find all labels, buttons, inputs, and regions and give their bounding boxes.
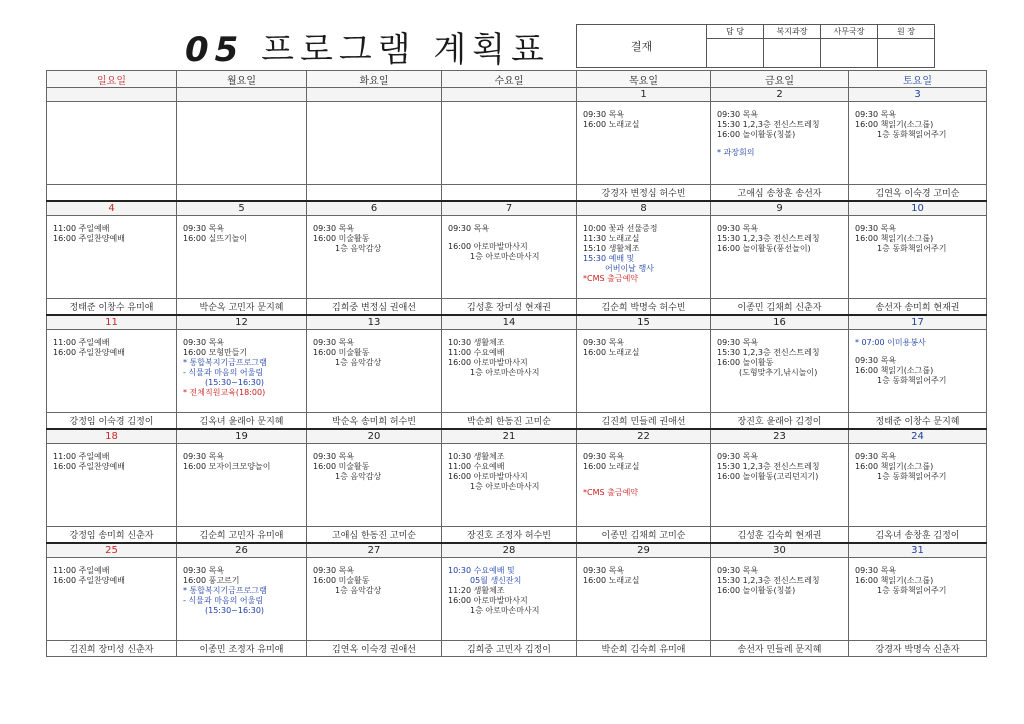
event-item: *CMS 출금예약 [583,488,639,497]
event-list [577,444,710,500]
day-number: 12 [177,315,307,330]
day-number: 7 [442,201,577,216]
event-item: 1층 동화책읽어주기 [877,472,947,481]
event-item: * 통합복지기금프로그램 [183,586,267,595]
event-item: 10:00 꽃과 선물증정 [583,224,658,233]
staff-names: 이종민 조정자 유미애 [177,641,307,657]
event-item: 09:30 목욕 [583,452,625,461]
event-item: 09:30 목욕 [183,566,225,575]
staff-row [47,299,987,316]
staff-names: 강정임 이숙경 김정이 [47,413,177,430]
title-number: 05 [185,30,245,70]
staff-names: 박순희 한동진 고미순 [442,413,577,430]
day-number: 24 [849,429,987,444]
approval-label: 결재 [577,25,707,68]
day-number: 19 [177,429,307,444]
day-events-cell[interactable] [177,216,307,299]
day-number: 1 [577,88,711,102]
event-list [577,216,710,286]
weekday-header: 수요일 [442,71,577,88]
event-item: 15:10 생활체조 [583,244,640,253]
event-item: * 통합복지기금프로그램 [183,358,267,367]
event-item: 16:00 풍고르기 [183,576,240,585]
event-item: 1층 음악감상 [335,244,382,253]
day-number [307,88,442,102]
day-number: 17 [849,315,987,330]
day-events-cell[interactable] [307,558,442,641]
event-item: 09:30 목욕 [583,566,625,575]
day-events-cell[interactable] [711,558,849,641]
event-item: 1층 음악감상 [335,586,382,595]
day-events-cell[interactable] [577,102,711,185]
event-item: 16:00 미술활동 [313,348,370,357]
spacer [855,348,982,356]
day-number: 28 [442,543,577,558]
staff-names: 김진희 민들레 권애선 [577,413,711,430]
spacer [583,480,706,488]
day-number: 29 [577,543,711,558]
weekday-header: 목요일 [577,71,711,88]
staff-row [47,185,987,202]
event-item: * 전체직원교육(18:00) [183,388,266,397]
event-item: 15:30 예배 및 [583,254,635,263]
event-item: 16:00 아로마발마사지 [448,242,528,251]
day-events-cell[interactable] [849,558,987,641]
staff-names [307,185,442,202]
day-number: 5 [177,201,307,216]
staff-names: 김순희 박명숙 허수빈 [577,299,711,316]
day-events-cell[interactable] [177,558,307,641]
staff-names: 정태준 이창수 문지혜 [849,413,987,430]
event-list [577,330,710,360]
event-item: - 식물과 마음의 어울림 [183,368,264,377]
event-item: 10:30 생활체조 [448,452,505,461]
event-list [177,444,306,474]
approval-role: 복지과장 [764,25,821,39]
spacer [717,140,844,148]
event-item: 16:00 아로마발마사지 [448,358,528,367]
event-list [177,330,306,400]
event-item: 1층 음악감상 [335,358,382,367]
event-item: 16:00 노래교실 [583,120,640,129]
day-events-cell[interactable] [577,330,711,413]
day-events-cell[interactable] [577,216,711,299]
event-list [177,102,306,112]
event-list [577,102,710,132]
weekday-header: 토요일 [849,71,987,88]
page-title [185,22,550,71]
event-item: 11:00 주일예배 [53,338,110,347]
event-list [177,558,306,618]
event-item: 15:30 1,2,3층 전신스트레칭 [717,462,820,471]
event-row [47,330,987,413]
weekday-header: 금요일 [711,71,849,88]
staff-names: 김옥녀 윤래아 문지혜 [177,413,307,430]
event-item: 16:00 아로마발마사지 [448,472,528,481]
day-events-cell[interactable] [442,102,577,185]
staff-names: 김연옥 이숙경 권애선 [307,641,442,657]
event-item: 09:30 목욕 [313,452,355,461]
day-number: 9 [711,201,849,216]
day-events-cell[interactable] [711,216,849,299]
event-list [47,444,176,474]
approval-role: 담 당 [707,25,764,39]
day-number: 25 [47,543,177,558]
staff-names: 김순희 고민자 유미애 [177,527,307,544]
day-number: 2 [711,88,849,102]
event-item: 11:00 주일예배 [53,452,110,461]
day-events-cell[interactable] [177,102,307,185]
day-number: 20 [307,429,442,444]
event-item: 11:20 생활체조 [448,586,505,595]
day-events-cell[interactable] [307,102,442,185]
day-number: 30 [711,543,849,558]
event-item: 10:30 생활체조 [448,338,505,347]
event-list [711,330,848,380]
event-list [47,330,176,360]
event-item: 16:00 놀이활동(고리던지기) [717,472,819,481]
event-item: 09:30 목욕 [183,338,225,347]
event-item: (도형맞추기,낚시놀이) [739,368,818,377]
event-item: 16:00 아로마발마사지 [448,596,528,605]
day-number-row [47,429,987,444]
event-item: 16:00 노래교실 [583,576,640,585]
event-item: 16:00 놀이활동(풍선놀이) [717,244,811,253]
day-number: 23 [711,429,849,444]
day-events-cell[interactable] [442,444,577,527]
day-number: 13 [307,315,442,330]
day-events-cell[interactable] [47,102,177,185]
event-list [442,330,576,380]
event-list [307,330,441,370]
event-item: 09:30 목욕 [855,356,897,365]
event-item: 16:00 실뜨기놀이 [183,234,248,243]
day-events-cell[interactable] [47,330,177,413]
event-item: 16:00 주일찬양예배 [53,462,125,471]
staff-row [47,641,987,657]
staff-names: 박순옥 송미희 허수빈 [307,413,442,430]
event-item: 11:00 수요예배 [448,462,505,471]
event-item: * 과장회의 [717,148,755,157]
event-item: 16:00 모자이크모양놀이 [183,462,271,471]
title-text: 프로그램 계획표 [261,30,550,70]
day-number-row [47,315,987,330]
day-number: 22 [577,429,711,444]
event-list [711,558,848,598]
staff-names: 송선자 민들레 문지혜 [711,641,849,657]
event-list [177,216,306,246]
staff-names: 김성훈 장미성 현재권 [442,299,577,316]
event-item: - 식물과 마음의 어울림 [183,596,264,605]
staff-names: 정태준 이창수 유미애 [47,299,177,316]
event-item: 1층 음악감상 [335,472,382,481]
event-item: 16:00 놀이활동(칭볼) [717,130,796,139]
event-list [711,216,848,256]
day-number [47,88,177,102]
event-item: 09:30 목욕 [183,452,225,461]
day-number: 3 [849,88,987,102]
day-events-cell[interactable] [442,558,577,641]
staff-names: 이종민 김채희 신춘자 [711,299,849,316]
day-number-row [47,88,987,102]
spacer [448,234,572,242]
staff-names: 고애심 한동진 고미순 [307,527,442,544]
event-list [577,558,710,588]
signature-box[interactable] [764,39,821,68]
staff-names [177,185,307,202]
day-number [177,88,307,102]
weekday-header: 월요일 [177,71,307,88]
staff-names: 김옥녀 송창훈 김정이 [849,527,987,544]
event-item: 16:00 책읽기(소그룹) [855,462,934,471]
event-list [849,102,986,142]
event-item: 1층 아로마손마사지 [470,252,540,261]
staff-names: 강정임 송미희 신춘자 [47,527,177,544]
event-list [849,330,986,388]
event-item: 11:00 수요예배 [448,348,505,357]
event-item: 1층 동화책읽어주기 [877,244,947,253]
event-item: 09:30 목욕 [717,566,759,575]
event-item: * 07:00 이미용봉사 [855,338,926,347]
event-item: 09:30 목욕 [583,110,625,119]
day-events-cell[interactable] [177,444,307,527]
day-number-row [47,201,987,216]
event-item: 09:30 목욕 [717,224,759,233]
day-number-row [47,543,987,558]
event-item: 09:30 목욕 [313,566,355,575]
event-item: 어버이날 행사 [605,264,654,273]
event-list [47,216,176,246]
event-item: 15:30 1,2,3층 전신스트레칭 [717,348,820,357]
calendar-table [46,70,987,657]
day-number: 16 [711,315,849,330]
event-item: (15:30~16:30) [205,606,265,615]
day-events-cell[interactable] [711,102,849,185]
staff-names: 강경자 박명숙 신춘자 [849,641,987,657]
day-number: 21 [442,429,577,444]
day-events-cell[interactable] [307,330,442,413]
event-item: 09:30 목욕 [717,338,759,347]
event-item: 09:30 목욕 [717,110,759,119]
event-list [442,216,576,264]
event-item: 15:30 1,2,3층 전신스트레칭 [717,576,820,585]
event-item: 09:30 목욕 [717,452,759,461]
event-list [47,558,176,588]
event-item: 1층 아로마손마사지 [470,606,540,615]
event-item: 16:00 노래교실 [583,462,640,471]
event-item: 16:00 책읽기(소그룹) [855,120,934,129]
weekday-header: 화요일 [307,71,442,88]
event-list [307,558,441,598]
staff-names: 고애심 송창훈 송선자 [711,185,849,202]
event-row [47,216,987,299]
event-item: 09:30 목욕 [448,224,490,233]
event-item: 16:00 미술활동 [313,576,370,585]
event-item: 16:00 주일찬양예배 [53,234,125,243]
staff-names: 장진호 윤래아 김정이 [711,413,849,430]
day-events-cell[interactable] [849,102,987,185]
day-events-cell[interactable] [47,558,177,641]
event-item: 16:00 책읽기(소그룹) [855,234,934,243]
staff-names: 김성훈 김숙희 현재권 [711,527,849,544]
event-list [442,444,576,494]
event-item: 11:30 노래교실 [583,234,640,243]
approval-box [576,24,935,68]
event-item: 1층 동화책읽어주기 [877,376,947,385]
event-row [47,558,987,641]
event-item: 16:00 모형만들기 [183,348,248,357]
staff-row [47,413,987,430]
event-item: 16:00 책읽기(소그룹) [855,366,934,375]
day-number: 18 [47,429,177,444]
staff-names [47,185,177,202]
weekday-header: 일요일 [47,71,177,88]
staff-names: 박순희 김숙희 유미애 [577,641,711,657]
signature-box[interactable] [821,39,878,68]
event-item: 09:30 목욕 [583,338,625,347]
event-list [711,102,848,160]
event-item: (15:30~16:30) [205,378,265,387]
day-number: 27 [307,543,442,558]
event-item: 1층 동화책읽어주기 [877,130,947,139]
staff-names: 장진호 조정자 허수빈 [442,527,577,544]
event-list [711,444,848,484]
event-item: 16:00 놀이활동 [717,358,774,367]
event-item: 09:30 목욕 [183,224,225,233]
staff-names: 박순옥 고민자 문지혜 [177,299,307,316]
event-item: 11:00 주일예배 [53,224,110,233]
day-number: 10 [849,201,987,216]
event-row [47,444,987,527]
day-number: 6 [307,201,442,216]
day-events-cell[interactable] [711,444,849,527]
event-item: 09:30 목욕 [855,566,897,575]
event-item: 16:00 책읽기(소그룹) [855,576,934,585]
day-events-cell[interactable] [307,216,442,299]
day-events-cell[interactable] [849,330,987,413]
event-item: 09:30 목욕 [313,338,355,347]
event-item: 16:00 놀이활동(칭볼) [717,586,796,595]
event-item: 16:00 노래교실 [583,348,640,357]
event-list [307,216,441,256]
day-events-cell[interactable] [47,444,177,527]
day-number: 14 [442,315,577,330]
day-events-cell[interactable] [577,444,711,527]
event-item: 09:30 목욕 [855,110,897,119]
spacer [583,472,706,480]
day-events-cell[interactable] [577,558,711,641]
day-number: 4 [47,201,177,216]
day-events-cell[interactable] [849,216,987,299]
event-list [849,558,986,598]
event-item: 16:00 주일찬양예배 [53,348,125,357]
event-item: 15:30 1,2,3층 전신스트레칭 [717,234,820,243]
day-number: 15 [577,315,711,330]
event-item: 15:30 1,2,3층 전신스트레칭 [717,120,820,129]
event-item: 05월 생신잔치 [470,576,522,585]
event-list [849,216,986,256]
event-list [849,444,986,484]
event-item: 1층 아로마손마사지 [470,482,540,491]
staff-names: 송선자 송미희 현재권 [849,299,987,316]
event-item: 09:30 목욕 [313,224,355,233]
event-item: 09:30 목욕 [855,224,897,233]
event-item: 16:00 미술활동 [313,462,370,471]
day-number: 11 [47,315,177,330]
staff-names: 김희중 변정심 권애선 [307,299,442,316]
day-events-cell[interactable] [47,216,177,299]
day-events-cell[interactable] [711,330,849,413]
event-row [47,102,987,185]
event-item: 1층 동화책읽어주기 [877,586,947,595]
event-item: 10:30 수요예배 및 [448,566,515,575]
event-list [442,558,576,618]
day-number: 8 [577,201,711,216]
event-item: 16:00 주일찬양예배 [53,576,125,585]
event-item: 11:00 주일예배 [53,566,110,575]
signature-box[interactable] [878,39,935,68]
staff-names: 김연옥 이숙경 고미순 [849,185,987,202]
day-events-cell[interactable] [849,444,987,527]
staff-names: 이종민 김채희 고미순 [577,527,711,544]
event-list [307,444,441,484]
day-events-cell[interactable] [177,330,307,413]
day-events-cell[interactable] [442,216,577,299]
event-list [307,102,441,112]
staff-names: 김진희 장미성 신춘자 [47,641,177,657]
approval-role: 사무국장 [821,25,878,39]
day-events-cell[interactable] [307,444,442,527]
event-item: 09:30 목욕 [855,452,897,461]
staff-row [47,527,987,544]
day-number [442,88,577,102]
event-item: 16:00 미술활동 [313,234,370,243]
day-events-cell[interactable] [442,330,577,413]
staff-names: 강경자 변정심 허수빈 [577,185,711,202]
day-number: 31 [849,543,987,558]
event-item: 1층 아로마손마사지 [470,368,540,377]
signature-box[interactable] [707,39,764,68]
weekday-header-row [47,71,987,88]
day-number: 26 [177,543,307,558]
staff-names [442,185,577,202]
event-list [442,102,576,112]
event-list [47,102,176,112]
approval-role: 원 장 [878,25,935,39]
event-item: *CMS 출금예약 [583,274,639,283]
staff-names: 김희중 고민자 김정이 [442,641,577,657]
